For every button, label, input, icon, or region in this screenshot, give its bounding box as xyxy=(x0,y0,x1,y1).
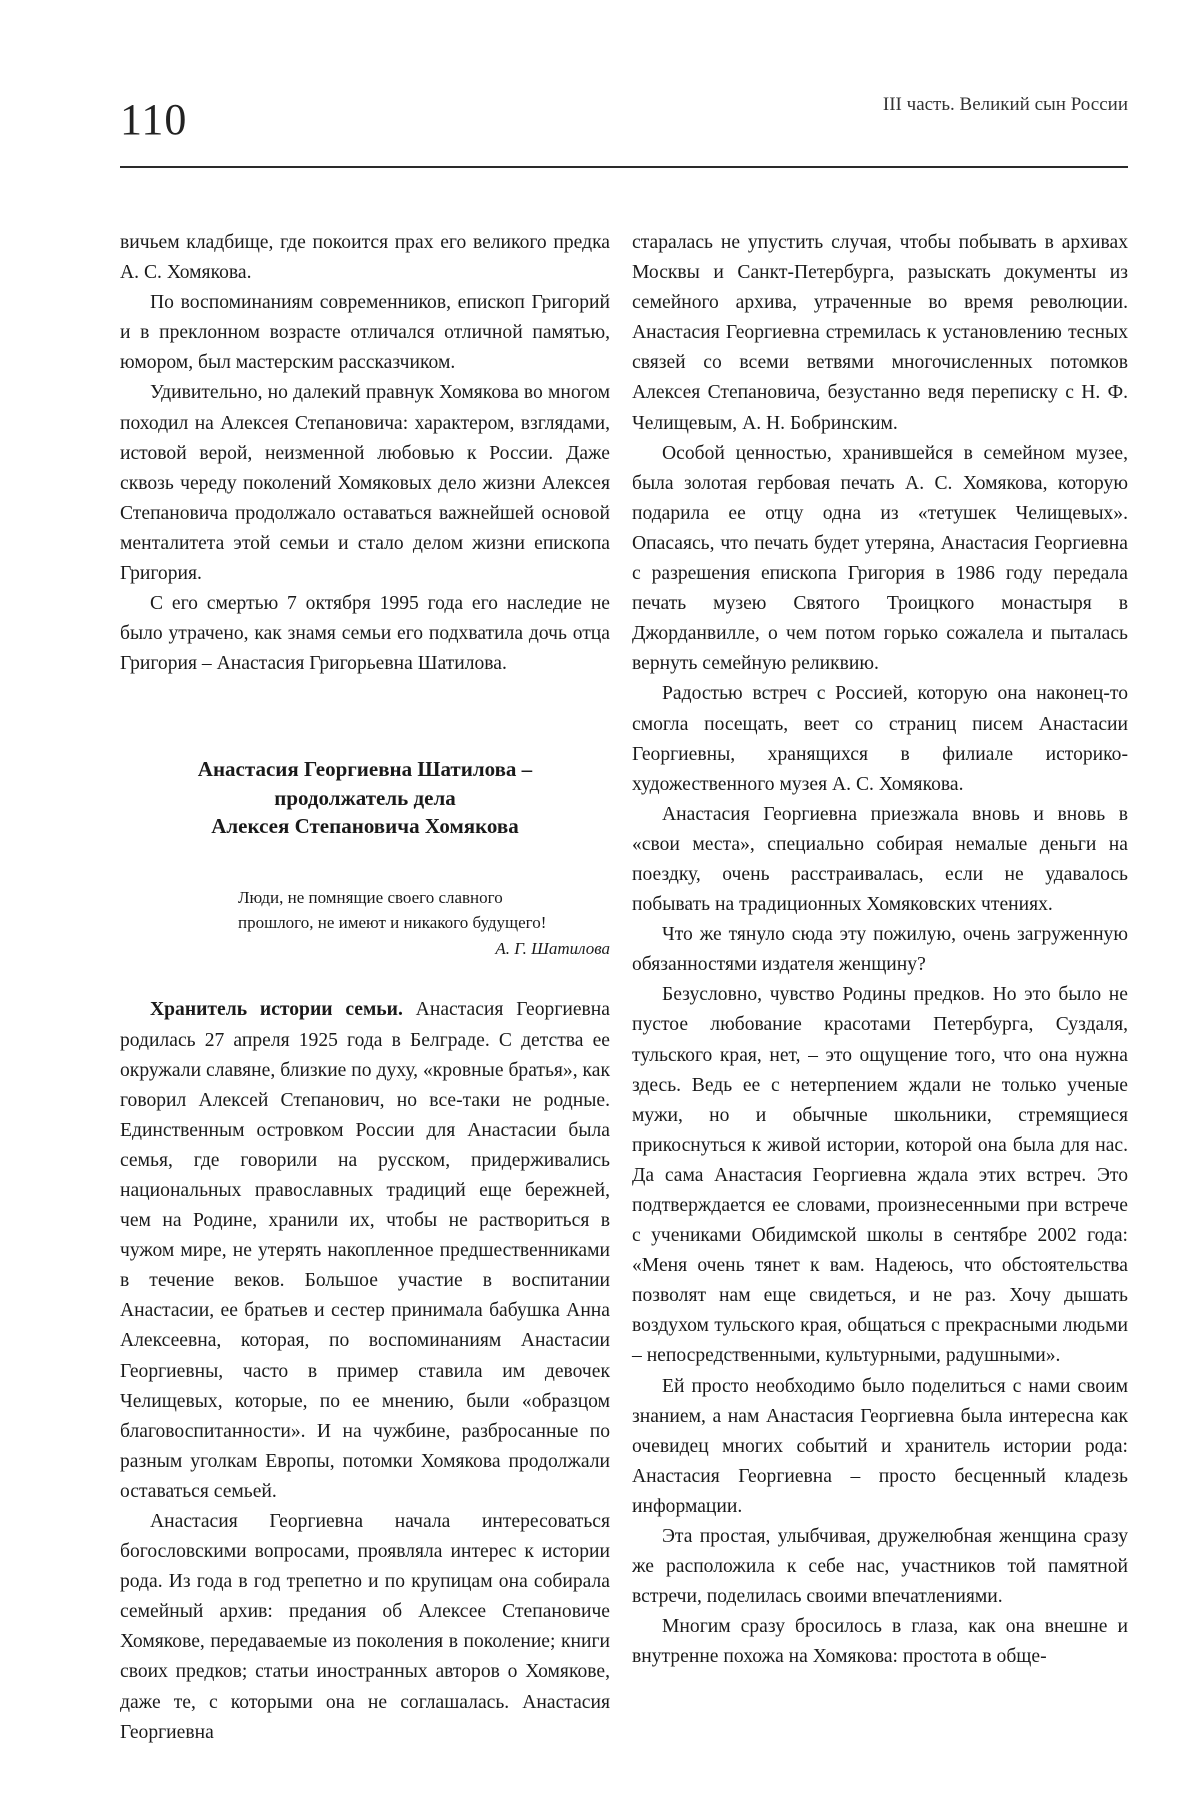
epigraph-author: А. Г. Шатилова xyxy=(495,938,610,958)
paragraph: Анастасия Георгиевна начала интересоваться богословскими вопросами, проявляла интерес к истории рода. Из года в год трепетно и по крупицам она собирала семейный архив: предания об Алексее Степановиче Хомякове, передаваемые из поколения в поколение; книги своих предков; статьи иностранных авторов о Хомякове, даже те, с которыми она не соглашалась. Анастасия Георгиевна xyxy=(120,1511,610,1743)
epigraph xyxy=(238,885,610,962)
paragraph-lead-in: Хранитель истории семьи. xyxy=(150,999,403,1021)
section-heading-line: Анастасия Георгиевна Шатилова – xyxy=(197,757,533,782)
header-rule xyxy=(120,166,1128,168)
epigraph-line: Люди, не помнящие своего славного xyxy=(238,887,503,907)
paragraph: Удивительно, но далекий правнук Хомякова во многом походил на Алексея Степановича: характером, взглядами, истовой верой, неизменной любовью к России. Даже сквозь череду поколений Хомяковых дело жизни Алексея Степановича продолжало оставаться важнейшей основой менталитета этой семьи и стало делом жизни епископа Григория. xyxy=(120,382,610,585)
paragraph: Особой ценностью, хранившейся в семейном музее, была золотая гербовая печать А. С. Хомякова, которую подарила ее отцу одна из «тетушек Челищевых». Опасаясь, что печать будет утеряна, Анастасия Георгиевна с разрешения епископа Григория в 1986 году передала печать музею Святого Троицкого монастыря в Джорданвилле, о чем потом горько сожалела и пыталась вернуть семейную реликвию. xyxy=(632,442,1128,675)
section-heading-line: Алексея Степановича Хомякова xyxy=(211,814,519,839)
paragraph: старалась не упустить случая, чтобы побывать в архивах Москвы и Санкт-Петербурга, разыскать документы из семейного архива, утраченные во время революции. Анастасия Георгиевна стремилась к установлению тесных связей со всеми ветвями многочисленных потомков Алексея Степановича, безустанно ведя переписку с Н. Ф. Челищевым, А. Н. Бобринским. xyxy=(632,232,1128,434)
paragraph: С его смертью 7 октября 1995 года его наследие не было утрачено, как знамя семьи его подхватила дочь отца Григория – Анастасия Григорьевна Шатилова. xyxy=(120,593,610,675)
paragraph: Многим сразу бросилось в глаза, как она внешне и внутренне похожа на Хомякова: простота в обще- xyxy=(632,1616,1128,1668)
section-heading xyxy=(120,755,610,841)
paragraph-text: Анастасия Георгиевна родилась 27 апреля 1925 года в Белграде. С детства ее окружали славяне, близкие по духу, «кровные братья», как говорил Алексей Степанович, но все-таки не родные. Единственным островком России для Анастасии была семья, где говорили на русском, придерживались национальных православных традиций еще бережней, чем на Родине, хранили их, чтобы не раствориться в чужом мире, не утерять накопленное предшественниками в течение веков. Большое участие в воспитании Анастасии, ее братьев и сестер принимала бабушка Анна Алексеевна, которая, по воспоминаниям Анастасии Георгиевны, часто в пример ставила им девочек Челищевых, которые, по ее мнению, были «образцом благовоспитанности». И на чужбине, разбросанные по разным уголкам Европы, потомки Хомякова продолжали оставаться семьей. xyxy=(120,999,610,1502)
page-number: 110 xyxy=(120,95,188,144)
right-column xyxy=(632,228,1128,1673)
paragraph: вичьем кладбище, где покоится прах его великого предка А. С. Хомякова. xyxy=(120,232,610,284)
paragraph: Ей просто необходимо было поделиться с нами своим знанием, а нам Анастасия Георгиевна была интересна как очевидец многих событий и хранитель истории рода: Анастасия Георгиевна – просто бесценный кладезь информации. xyxy=(632,1375,1128,1517)
paragraph: Эта простая, улыбчивая, дружелюбная женщина сразу же расположила к себе нас, участников той памятной встречи, поделилась своими впечатлениями. xyxy=(632,1526,1128,1608)
paragraph: Радостью встреч с Россией, которую она наконец-то смогла посещать, веет со страниц писем Анастасии Георгиевны, хранящихся в филиале историко-художественного музея А. С. Хомякова. xyxy=(632,683,1128,795)
paragraph: По воспоминаниям современников, епископ Григорий и в преклонном возрасте отличался отличной памятью, юмором, был мастерским рассказчиком. xyxy=(120,292,610,374)
left-column xyxy=(120,228,610,1748)
paragraph: Анастасия Георгиевна приезжала вновь и вновь в «свои места», специально собирая немалые деньги на поездку, очень расстраивалась, если не удавалось побывать на традиционных Хомяковских чтениях. xyxy=(632,803,1128,916)
paragraph: Что же тянуло сюда эту пожилую, очень загруженную обязанностями издателя женщину? xyxy=(632,924,1128,976)
running-header: III часть. Великий сын России xyxy=(882,94,1128,115)
paragraph: Безусловно, чувство Родины предков. Но это было не пустое любование красотами Петербурга, Суздаля, тульского края, нет, – это ощущение того, что она нужна здесь. Ведь ее с нетерпением ждали не только ученые мужи, но и обычные школьники, стремящиеся прикоснуться к живой истории, которой она была для нас. Да сама Анастасия Георгиевна ждала этих встреч. Это подтверждается ее словами, произнесенными при встрече с учениками Обидимской школы в сентябре 2002 года: «Меня очень тянет к вам. Надеюсь, что обстоятельства позволят нам еще свидеться, и не раз. Хочу дышать воздухом тульского края, общаться с прекрасными людьми – непосредственными, культурными, радушными». xyxy=(632,984,1128,1367)
epigraph-line: прошлого, не имеют и никакого будущего! xyxy=(238,913,547,933)
paragraph xyxy=(120,995,610,1507)
section-heading-line: продолжатель дела xyxy=(274,785,456,810)
